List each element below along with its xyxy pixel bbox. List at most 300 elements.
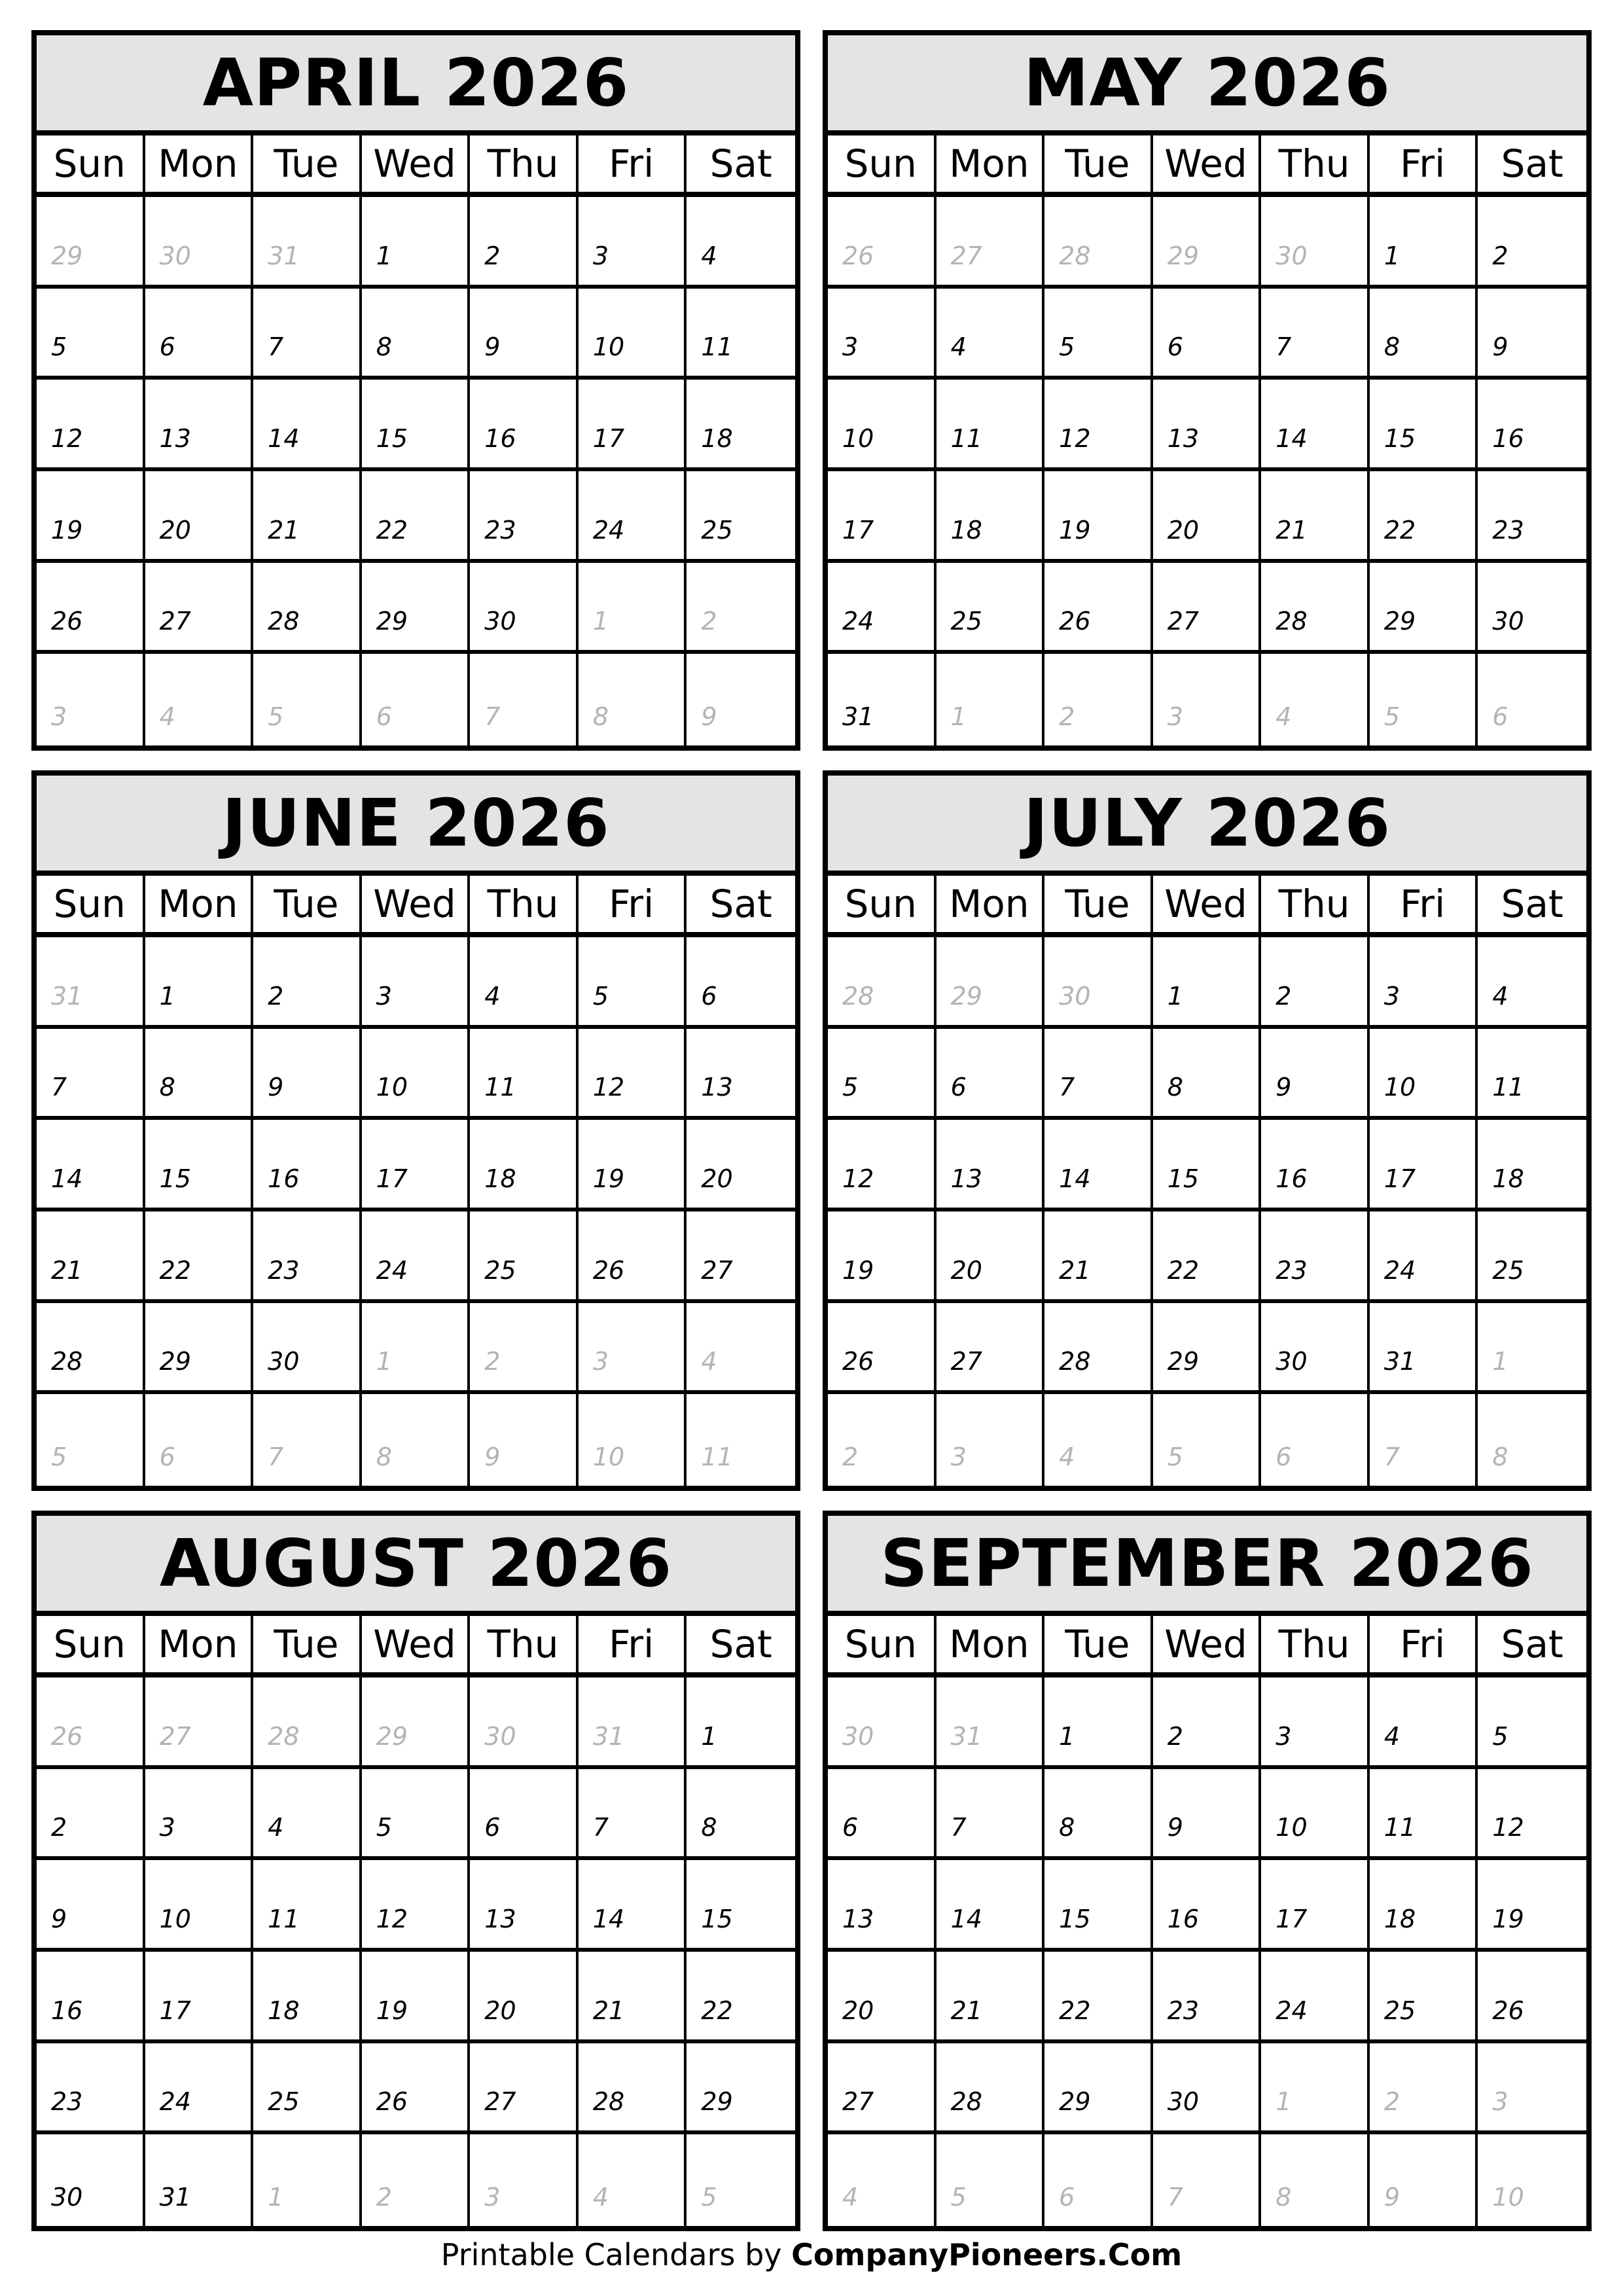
day-cell-adjacent-month <box>579 1677 687 1769</box>
day-number: 10 <box>592 1443 625 1471</box>
day-cell-adjacent-month <box>687 1303 795 1395</box>
day-number: 23 <box>484 515 516 545</box>
day-cell <box>1261 563 1370 655</box>
day-number: 5 <box>1383 702 1400 731</box>
day-number: 21 <box>950 1996 982 2025</box>
day-number: 29 <box>51 241 83 270</box>
day-cell <box>470 2043 579 2135</box>
day-cell-adjacent-month <box>579 2134 687 2226</box>
weekday-label: Wed <box>1153 135 1262 192</box>
day-cell-adjacent-month <box>470 1394 579 1486</box>
day-number: 18 <box>1383 1905 1416 1933</box>
weekday-label: Sun <box>828 876 936 932</box>
weekday-label: Thu <box>1261 1616 1370 1672</box>
day-number: 29 <box>376 607 408 636</box>
weekday-label: Wed <box>362 876 471 932</box>
weekday-label: Fri <box>1370 876 1478 932</box>
day-cell <box>145 2043 254 2135</box>
day-cell <box>1153 937 1262 1029</box>
day-cell <box>145 1952 254 2043</box>
day-number: 5 <box>842 1073 859 1102</box>
day-number: 8 <box>1059 1813 1075 1842</box>
day-cell <box>1044 1677 1153 1769</box>
day-cell <box>687 1769 795 1861</box>
day-cell-adjacent-month <box>145 1677 254 1769</box>
day-cell <box>1478 1029 1586 1121</box>
day-number: 3 <box>592 241 609 270</box>
day-number: 1 <box>376 1347 392 1376</box>
day-cell <box>253 1303 362 1395</box>
day-cell <box>828 1211 936 1303</box>
day-cell <box>470 1769 579 1861</box>
day-cell <box>1261 1120 1370 1211</box>
day-number: 27 <box>159 1721 191 1751</box>
day-number: 3 <box>51 702 67 731</box>
day-cell-adjacent-month <box>1044 1394 1153 1486</box>
day-number: 3 <box>159 1813 175 1842</box>
day-number: 1 <box>268 2183 284 2212</box>
day-cell-adjacent-month <box>362 2134 471 2226</box>
day-cell <box>1478 380 1586 471</box>
day-number: 1 <box>701 1721 717 1751</box>
weekday-label: Tue <box>1044 135 1153 192</box>
day-number: 8 <box>376 332 392 362</box>
day-number: 17 <box>842 515 874 545</box>
day-number: 6 <box>159 332 175 362</box>
day-cell <box>1478 563 1586 655</box>
day-number: 25 <box>701 515 733 545</box>
day-cell-adjacent-month <box>470 1677 579 1769</box>
day-cell <box>936 1860 1045 1952</box>
day-cell <box>1153 1769 1262 1861</box>
day-number: 28 <box>842 981 874 1011</box>
day-number: 19 <box>1059 515 1091 545</box>
day-cell <box>37 1769 145 1861</box>
day-grid <box>828 937 1586 1486</box>
day-number: 26 <box>842 1347 874 1376</box>
day-cell <box>828 654 936 745</box>
day-number: 8 <box>1383 332 1400 362</box>
day-number: 2 <box>376 2183 392 2212</box>
day-cell <box>1153 289 1262 380</box>
day-number: 5 <box>592 981 609 1011</box>
day-cell <box>828 1120 936 1211</box>
day-number: 14 <box>950 1905 982 1933</box>
day-cell-adjacent-month <box>145 1394 254 1486</box>
day-number: 9 <box>701 702 717 731</box>
day-cell <box>37 1303 145 1395</box>
weekday-label: Sat <box>709 141 772 186</box>
day-cell <box>1370 1769 1478 1861</box>
day-cell-adjacent-month <box>1044 937 1153 1029</box>
day-cell <box>145 380 254 471</box>
day-number: 29 <box>1059 2087 1091 2117</box>
day-number: 6 <box>1059 2183 1075 2212</box>
day-cell-adjacent-month <box>828 197 936 289</box>
day-cell <box>253 1029 362 1121</box>
day-cell <box>687 937 795 1029</box>
day-number: 24 <box>1383 1255 1416 1285</box>
day-number: 19 <box>376 1996 408 2025</box>
day-number: 28 <box>51 1347 83 1376</box>
day-cell-adjacent-month <box>362 1677 471 1769</box>
day-cell <box>470 1860 579 1952</box>
day-number: 5 <box>950 2183 967 2212</box>
day-cell <box>362 1120 471 1211</box>
day-number: 16 <box>1492 424 1524 453</box>
day-number: 12 <box>1492 1813 1524 1842</box>
weekday-label: Mon <box>145 135 254 192</box>
day-number: 3 <box>1383 981 1400 1011</box>
day-cell <box>936 2043 1045 2135</box>
day-number: 30 <box>268 1347 300 1376</box>
day-cell <box>1261 1952 1370 2043</box>
day-cell <box>1370 1029 1478 1121</box>
day-cell <box>1153 1860 1262 1952</box>
day-cell <box>828 563 936 655</box>
day-cell <box>1261 289 1370 380</box>
day-number: 14 <box>1275 424 1308 453</box>
day-cell <box>145 1120 254 1211</box>
day-number: 25 <box>268 2087 300 2117</box>
day-number: 2 <box>484 241 501 270</box>
day-cell-adjacent-month <box>1478 2134 1586 2226</box>
day-cell-adjacent-month <box>1153 197 1262 289</box>
day-cell-adjacent-month <box>1261 2043 1370 2135</box>
day-cell-adjacent-month <box>687 654 795 745</box>
day-number: 23 <box>1167 1996 1200 2025</box>
day-cell <box>1044 2043 1153 2135</box>
month-panel-july <box>823 770 1592 1491</box>
day-cell <box>362 289 471 380</box>
day-number: 8 <box>1492 1443 1508 1471</box>
day-cell <box>828 1769 936 1861</box>
day-cell-adjacent-month <box>828 1677 936 1769</box>
day-cell <box>1044 380 1153 471</box>
day-number: 9 <box>51 1905 67 1933</box>
day-cell <box>1153 471 1262 563</box>
day-cell <box>1370 1677 1478 1769</box>
weekday-label: Fri <box>579 135 687 192</box>
day-number: 25 <box>484 1255 516 1285</box>
day-cell <box>936 1211 1045 1303</box>
day-cell-adjacent-month <box>936 1394 1045 1486</box>
day-number: 21 <box>592 1996 625 2025</box>
weekday-label: Fri <box>579 1616 687 1672</box>
day-cell <box>1478 937 1586 1029</box>
day-number: 24 <box>376 1255 408 1285</box>
day-cell <box>362 1211 471 1303</box>
day-cell <box>687 380 795 471</box>
day-number: 8 <box>1275 2183 1292 2212</box>
day-number: 27 <box>159 607 191 636</box>
day-cell-adjacent-month <box>1370 654 1478 745</box>
day-cell <box>687 1677 795 1769</box>
day-cell <box>1044 563 1153 655</box>
day-number: 22 <box>1383 515 1416 545</box>
day-cell <box>687 1120 795 1211</box>
day-number: 29 <box>1383 607 1416 636</box>
day-number: 4 <box>1059 1443 1075 1471</box>
day-cell-adjacent-month <box>936 937 1045 1029</box>
day-cell <box>1478 1769 1586 1861</box>
weekday-label: Thu <box>470 876 579 932</box>
day-cell <box>1478 289 1586 380</box>
day-number: 28 <box>950 2087 982 2117</box>
day-cell <box>1153 563 1262 655</box>
day-number: 25 <box>1492 1255 1524 1285</box>
day-number: 13 <box>950 1164 982 1193</box>
weekday-label: Mon <box>145 876 254 932</box>
day-cell <box>687 289 795 380</box>
day-number: 6 <box>1167 332 1183 362</box>
day-cell-adjacent-month <box>1478 1303 1586 1395</box>
day-number: 30 <box>51 2183 83 2212</box>
day-number: 13 <box>159 424 191 453</box>
day-cell <box>1261 937 1370 1029</box>
day-cell <box>828 2043 936 2135</box>
day-cell <box>1044 1303 1153 1395</box>
day-number: 26 <box>376 2087 408 2117</box>
day-cell <box>37 1029 145 1121</box>
day-number: 8 <box>592 702 609 731</box>
day-number: 28 <box>268 1721 300 1751</box>
day-number: 22 <box>701 1996 733 2025</box>
day-cell <box>1153 2043 1262 2135</box>
day-cell-adjacent-month <box>362 654 471 745</box>
day-cell <box>1370 1211 1478 1303</box>
day-number: 16 <box>51 1996 83 2025</box>
day-number: 10 <box>159 1905 191 1933</box>
day-number: 20 <box>950 1255 982 1285</box>
weekday-label: Wed <box>362 135 471 192</box>
day-number: 2 <box>1059 702 1075 731</box>
day-cell <box>1261 471 1370 563</box>
day-number: 19 <box>51 515 83 545</box>
day-cell-adjacent-month <box>1370 2134 1478 2226</box>
day-cell <box>687 2043 795 2135</box>
day-cell-adjacent-month <box>936 2134 1045 2226</box>
calendar-grid <box>31 30 1592 2231</box>
month-panel-may <box>823 30 1592 751</box>
day-number: 4 <box>159 702 175 731</box>
day-cell-adjacent-month <box>828 1394 936 1486</box>
day-cell <box>37 563 145 655</box>
day-number: 8 <box>376 1443 392 1471</box>
day-number: 5 <box>51 332 67 362</box>
day-cell <box>362 937 471 1029</box>
day-number: 3 <box>592 1347 609 1376</box>
day-cell <box>145 1769 254 1861</box>
day-cell-adjacent-month <box>687 1394 795 1486</box>
day-cell <box>1370 1952 1478 2043</box>
day-cell <box>1153 1029 1262 1121</box>
day-cell <box>37 1211 145 1303</box>
weekday-label: Sat <box>709 882 772 926</box>
day-number: 21 <box>1059 1255 1091 1285</box>
day-cell <box>828 1860 936 1952</box>
day-number: 3 <box>950 1443 967 1471</box>
day-number: 6 <box>376 702 392 731</box>
day-number: 2 <box>1492 241 1508 270</box>
footer-brand: CompanyPioneers.Com <box>791 2237 1183 2272</box>
day-number: 1 <box>950 702 967 731</box>
day-number: 13 <box>484 1905 516 1933</box>
day-cell <box>145 563 254 655</box>
day-cell <box>37 2043 145 2135</box>
day-number: 23 <box>268 1255 300 1285</box>
day-number: 4 <box>1383 1721 1400 1751</box>
day-number: 4 <box>1492 981 1508 1011</box>
day-number: 7 <box>268 1443 284 1471</box>
month-panel-september <box>823 1511 1592 2231</box>
day-number: 11 <box>950 424 982 453</box>
day-number: 17 <box>376 1164 408 1193</box>
day-cell <box>37 289 145 380</box>
weekday-label: Sun <box>37 876 145 932</box>
day-number: 1 <box>592 607 609 636</box>
day-number: 14 <box>268 424 300 453</box>
day-cell <box>1478 1860 1586 1952</box>
day-number: 23 <box>51 2087 83 2117</box>
day-cell <box>37 1860 145 1952</box>
day-cell <box>936 563 1045 655</box>
day-number: 5 <box>1167 1443 1183 1471</box>
day-cell <box>579 1860 687 1952</box>
day-cell <box>828 1952 936 2043</box>
day-cell <box>37 380 145 471</box>
day-number: 2 <box>484 1347 501 1376</box>
day-cell <box>687 471 795 563</box>
day-cell <box>253 289 362 380</box>
day-cell <box>145 1029 254 1121</box>
day-number: 27 <box>950 1347 982 1376</box>
day-cell-adjacent-month <box>145 197 254 289</box>
day-number: 1 <box>1059 1721 1075 1751</box>
day-cell <box>1478 1120 1586 1211</box>
day-cell-adjacent-month <box>362 1394 471 1486</box>
day-cell-adjacent-month <box>1153 654 1262 745</box>
day-number: 8 <box>1167 1073 1183 1102</box>
day-number: 17 <box>1383 1164 1416 1193</box>
day-number: 22 <box>376 515 408 545</box>
day-number: 29 <box>376 1721 408 1751</box>
day-cell <box>1370 1120 1478 1211</box>
day-number: 1 <box>1275 2087 1292 2117</box>
day-cell-adjacent-month <box>1153 2134 1262 2226</box>
weekday-label: Tue <box>253 876 362 932</box>
day-cell-adjacent-month <box>1370 2043 1478 2135</box>
day-number: 14 <box>51 1164 83 1193</box>
day-cell <box>362 2043 471 2135</box>
weekday-label: Thu <box>470 1616 579 1672</box>
day-number: 3 <box>484 2183 501 2212</box>
weekday-label: Tue <box>253 135 362 192</box>
day-cell <box>1370 380 1478 471</box>
day-number: 17 <box>592 424 625 453</box>
day-cell-adjacent-month <box>470 654 579 745</box>
day-cell-adjacent-month <box>1261 654 1370 745</box>
day-cell <box>936 380 1045 471</box>
day-number: 9 <box>268 1073 284 1102</box>
day-cell <box>579 1769 687 1861</box>
day-number: 6 <box>950 1073 967 1102</box>
day-cell-adjacent-month <box>579 563 687 655</box>
day-number: 18 <box>950 515 982 545</box>
weekday-label: Sun <box>828 1616 936 1672</box>
day-number: 14 <box>1059 1164 1091 1193</box>
day-cell <box>145 289 254 380</box>
day-cell <box>687 1211 795 1303</box>
day-number: 29 <box>701 2087 733 2117</box>
month-title: APRIL 2026 <box>37 35 795 135</box>
day-number: 20 <box>701 1164 733 1193</box>
day-cell <box>145 937 254 1029</box>
day-number: 5 <box>51 1443 67 1471</box>
day-number: 27 <box>484 2087 516 2117</box>
day-cell-adjacent-month <box>828 2134 936 2226</box>
day-number: 4 <box>701 241 717 270</box>
day-cell-adjacent-month <box>1153 1394 1262 1486</box>
weekday-label: Mon <box>936 135 1045 192</box>
day-cell <box>1044 1860 1153 1952</box>
day-number: 26 <box>51 1721 83 1751</box>
month-title: MAY 2026 <box>828 35 1586 135</box>
weekday-header-row <box>37 135 795 197</box>
day-number: 31 <box>950 1721 982 1751</box>
day-number: 6 <box>484 1813 501 1842</box>
day-number: 2 <box>268 981 284 1011</box>
day-number: 22 <box>1059 1996 1091 2025</box>
weekday-label: Sat <box>1501 141 1563 186</box>
day-number: 10 <box>1275 1813 1308 1842</box>
day-number: 13 <box>842 1905 874 1933</box>
day-number: 5 <box>701 2183 717 2212</box>
day-cell <box>579 1029 687 1121</box>
day-grid <box>828 197 1586 745</box>
day-number: 15 <box>1383 424 1416 453</box>
day-cell <box>579 1211 687 1303</box>
day-cell <box>579 380 687 471</box>
weekday-label: Wed <box>1153 876 1262 932</box>
day-number: 27 <box>842 2087 874 2117</box>
day-cell <box>687 197 795 289</box>
day-number: 30 <box>1275 241 1308 270</box>
day-number: 3 <box>1167 702 1183 731</box>
month-title: SEPTEMBER 2026 <box>828 1516 1586 1616</box>
day-number: 2 <box>1275 981 1292 1011</box>
day-cell-adjacent-month <box>253 197 362 289</box>
day-cell-adjacent-month <box>253 1677 362 1769</box>
weekday-label: Thu <box>470 135 579 192</box>
day-cell <box>1044 471 1153 563</box>
weekday-header-row <box>828 876 1586 937</box>
day-number: 6 <box>1492 702 1508 731</box>
day-number: 7 <box>950 1813 967 1842</box>
day-number: 20 <box>159 515 191 545</box>
day-cell-adjacent-month <box>253 654 362 745</box>
month-panel-april <box>31 30 800 751</box>
day-number: 27 <box>950 241 982 270</box>
day-cell-adjacent-month <box>687 2134 795 2226</box>
day-cell-adjacent-month <box>37 654 145 745</box>
day-number: 13 <box>1167 424 1200 453</box>
day-number: 24 <box>842 607 874 636</box>
day-cell-adjacent-month <box>1478 1394 1586 1486</box>
day-grid <box>37 197 795 745</box>
day-number: 1 <box>1383 241 1400 270</box>
day-number: 9 <box>1275 1073 1292 1102</box>
